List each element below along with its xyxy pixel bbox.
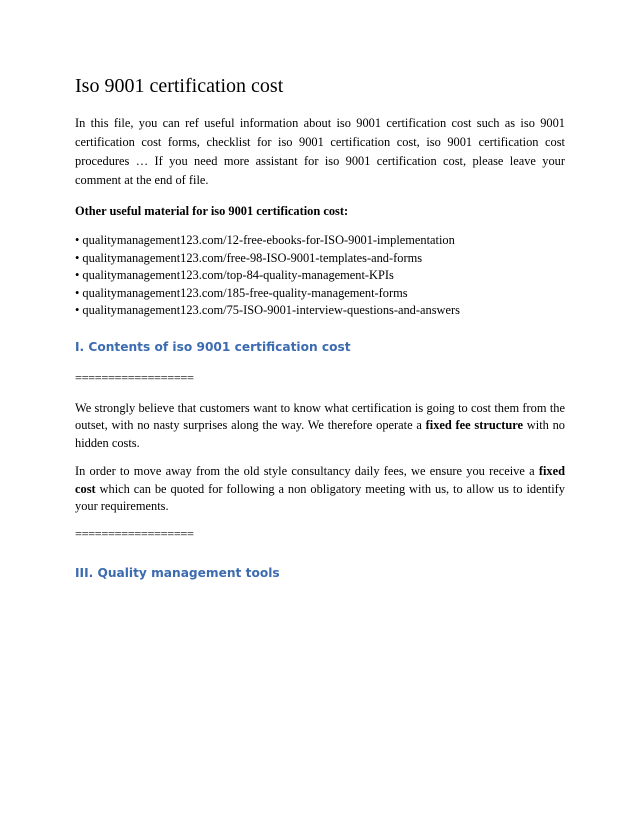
resource-link[interactable]: • qualitymanagement123.com/free-98-ISO-9001-templates-and-forms — [75, 250, 423, 265]
paragraph-text: which can be quoted for following a non obligatory meeting with us, to allow us to identify your requirements. — [75, 481, 565, 513]
other-material-heading: Other useful material for iso 9001 certification cost: — [75, 204, 349, 218]
fixed-fee-paragraph — [75, 400, 565, 453]
paragraph-text: We strongly believe that customers want to know what certification is going to cost them from the outset, with no nasty surprises along the way. We therefore operate a — [75, 400, 565, 432]
emphasis-text: fixed fee structure — [425, 418, 524, 432]
section-heading-contents: I. Contents of iso 9001 certification cost — [75, 339, 351, 354]
divider-line: ================== — [75, 526, 194, 541]
resource-link-list — [75, 232, 565, 320]
document-title: Iso 9001 certification cost — [75, 75, 284, 97]
divider-line: ================== — [75, 370, 194, 385]
section-heading-tools: III. Quality management tools — [75, 565, 280, 580]
intro-paragraph: In this file, you can ref useful information about iso 9001 certification cost such as iso 9001 certification cost forms, checklist for iso 9001 certification cost, iso 9001 certification cost procedures … If you need more assistant for iso 9001 certification cost, please leave your comment at the end of file. — [75, 116, 565, 187]
paragraph-text: In order to move away from the old style consultancy daily fees, we ensure you receive a — [75, 464, 539, 478]
resource-link[interactable]: • qualitymanagement123.com/12-free-ebooks-for-ISO-9001-implementation — [75, 233, 455, 247]
resource-link[interactable]: • qualitymanagement123.com/top-84-quality-management-KPIs — [75, 268, 394, 282]
fixed-cost-paragraph — [75, 463, 565, 516]
resource-link[interactable]: • qualitymanagement123.com/75-ISO-9001-interview-questions-and-answers — [75, 303, 460, 317]
paragraph-text: with no hidden costs. — [75, 418, 565, 450]
document-page — [75, 74, 565, 582]
emphasis-text: fixed cost — [75, 464, 565, 496]
resource-link[interactable]: • qualitymanagement123.com/185-free-quality-management-forms — [75, 285, 408, 300]
